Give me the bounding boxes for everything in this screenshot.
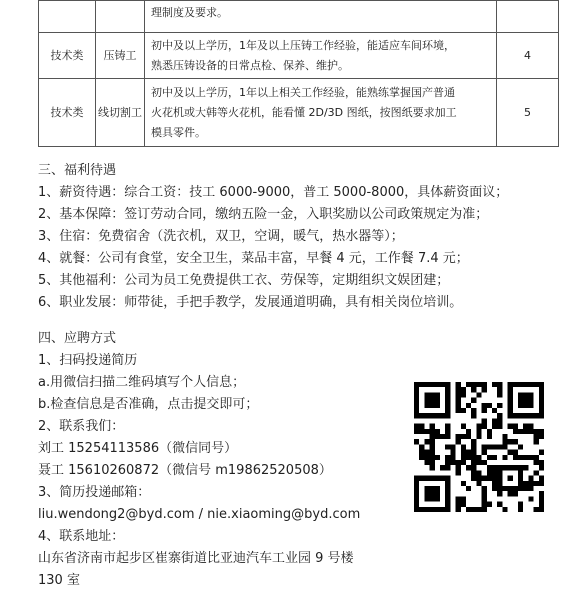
requirement-line: 初中及以上学历，1年以上相关工作经验，能熟练掌握国产普通 <box>151 85 455 99</box>
benefit-item: 4、就餐：公司有食堂，安全卫生，菜品丰富，早餐 4 元，工作餐 7.4 元； <box>38 251 469 266</box>
benefits-section <box>38 160 508 314</box>
apply-line: 3、简历投递邮箱： <box>38 485 151 500</box>
apply-heading: 四、应聘方式 <box>38 331 117 346</box>
requirement-line: 初中及以上学历，1年及以上压铸工作经验，能适应车间环境， <box>151 38 455 52</box>
category-cell: 技术类 <box>39 33 96 79</box>
table-row <box>39 1 559 33</box>
benefits-heading: 三、福利待遇 <box>38 163 117 178</box>
count-cell: 4 <box>497 33 559 79</box>
benefit-item: 2、基本保障：签订劳动合同，缴纳五险一金，入职奖励以公司政策规定为准； <box>38 207 489 222</box>
apply-line: 4、联系地址： <box>38 529 125 544</box>
count-cell: 5 <box>497 79 559 147</box>
address-line: 山东省济南市起步区崔寨街道比亚迪汽车工业园 9 号楼 <box>38 551 354 566</box>
contact-liu: 刘工 15254113586（微信同号） <box>38 441 238 456</box>
requirement-cell <box>145 79 497 147</box>
requirement-line: 火花机或大韩等火花机，能看懂 2D/3D 图纸，按图纸要求加工 <box>151 105 457 119</box>
address-line: 130 室 <box>38 573 80 588</box>
requirement-line: 熟悉压铸设备的日常点检、保养、维护。 <box>151 58 349 72</box>
benefit-item: 6、职业发展：师带徒，手把手教学，发展通道明确，具有相关岗位培训。 <box>38 295 463 310</box>
apply-line: 2、联系我们： <box>38 419 125 434</box>
qr-code-icon[interactable] <box>414 382 544 512</box>
requirement-line: 模具零件。 <box>151 125 206 139</box>
apply-line: a.用微信扫描二维码填写个人信息； <box>38 375 246 390</box>
requirement-line: 理制度及要求。 <box>151 5 228 19</box>
apply-line: 1、扫码投递简历 <box>38 353 138 368</box>
position-cell: 压铸工 <box>96 33 145 79</box>
position-cell: 线切割工 <box>96 79 145 147</box>
benefit-item: 5、其他福利：公司为员工免费提供工衣、劳保等，定期组织文娱团建； <box>38 273 450 288</box>
position-cell <box>96 1 145 33</box>
email-link[interactable]: liu.wendong2@byd.com / nie.xiaoming@byd.com <box>38 507 361 522</box>
requirement-cell <box>145 33 497 79</box>
category-cell: 技术类 <box>39 79 96 147</box>
count-cell <box>497 1 559 33</box>
apply-line: b.检查信息是否准确，点击提交即可； <box>38 397 259 412</box>
requirement-cell <box>145 1 497 33</box>
apply-section <box>38 328 360 592</box>
contact-nie: 聂工 15610260872（微信号 m19862520508） <box>38 463 332 478</box>
category-cell <box>39 1 96 33</box>
jobs-table <box>38 0 559 147</box>
table-row <box>39 79 559 147</box>
table-row <box>39 33 559 79</box>
benefit-item: 3、住宿：免费宿舍（洗衣机，双卫，空调，暖气，热水器等）； <box>38 229 404 244</box>
benefit-item: 1、薪资待遇：综合工资：技工 6000-9000，普工 5000-8000，具体薪资面议； <box>38 185 509 200</box>
